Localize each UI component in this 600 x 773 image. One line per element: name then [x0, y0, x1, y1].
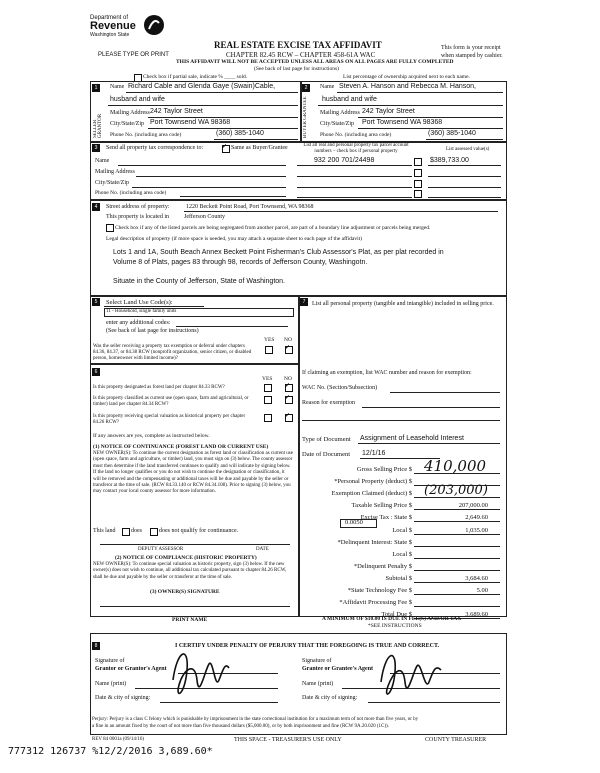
agency-line1: Department of	[90, 15, 129, 21]
street-value[interactable]: 1220 Beckett Point Road, Port Townsend, WA 98368	[186, 204, 314, 210]
tax-row-label: Local $	[392, 551, 412, 558]
seller-side-label: SELLER GRANTOR	[93, 113, 103, 138]
perjury-text-1: Perjury: Perjury is a class C felony which is punishable by imprisonment in the state correctional institution for a maximum term of not more than five years, or by	[92, 717, 419, 722]
parcel-header: List all real and personal property tax parcel account numbers – check box if personal property	[303, 143, 409, 154]
does-not-label: does not qualify for continuance.	[159, 528, 239, 534]
buyer-city-label: City/State/Zip	[320, 121, 354, 127]
tax-row-value[interactable]: 3,684.60	[465, 575, 488, 582]
buyer-phone-label: Phone No. (including area code)	[320, 132, 392, 138]
tax-row-label: Taxable Selling Price $	[351, 502, 412, 509]
parcel-personal-checkbox-4[interactable]	[414, 190, 422, 198]
forest-q2-no-check-mark: ✓	[285, 395, 291, 401]
grantor-name-label: Name (print)	[95, 681, 127, 687]
legal-line-1[interactable]: Lots 1 and 1A, South Beach Annex Beckett Point Fisherman's Club Assessor's Plat, as per plat recorded in	[113, 249, 444, 256]
buyer-side-label: BUYER GRANTEE	[303, 96, 308, 138]
section-number-7: 7	[300, 298, 308, 306]
tax-row-value[interactable]: 2,649.60	[465, 514, 488, 521]
notice2-text: NEW OWNER(S): To continue special valuation as historic property, sign (3) below. If the new owner(s) does not wish to continue, all additional tax calculated pursuant to chapter 84.26 RCW, shall be due and payable by the seller or transferor at the time of sale.	[93, 562, 287, 580]
treasurer-stamp: 777312 126737 %12/2/2016 3,689.60*	[8, 746, 213, 757]
assessed-header: List assessed value(s)	[446, 147, 490, 152]
seller-city-label: City/State/Zip	[110, 121, 144, 127]
section-number-2: 2	[302, 84, 310, 92]
tax-row-label: Exemption Claimed (deduct) $	[331, 490, 412, 497]
exemption-claim-label: If claiming an exemption, list WAC number and reason for exemption:	[302, 370, 472, 376]
tax-row-label: Excise Tax : State $	[360, 514, 412, 521]
land-use-selected: 11 - Household, single family units	[106, 309, 177, 314]
seller-name-label: Name	[110, 84, 125, 90]
handwritten-exemption: (203,000)	[424, 483, 488, 498]
deputy-assessor-label: DEPUTY ASSESSOR	[138, 547, 184, 552]
revenue-seal-icon	[143, 14, 165, 36]
exemption-reason-label: Reason for exemption	[302, 400, 355, 406]
exemption-question: Was the seller receiving a property tax exemption or deferral under chapters 84.36, 84.37, or 84.38 RCW (nonprofit organization, senior citizen, or disabled person, homeowner with limited income)?	[93, 344, 252, 361]
tax-row-label: *Affidavit Processing Fee $	[339, 599, 412, 606]
seller-mailing-label: Mailing Address	[110, 110, 150, 116]
land-use-yes-header: YES	[264, 337, 275, 343]
forest-no-header: NO	[284, 376, 292, 382]
forest-q2-yes[interactable]	[264, 396, 272, 404]
corr-name-label: Name	[95, 158, 110, 164]
tax-row-label: Local $	[392, 527, 412, 534]
segregated-label: Check box if any of the listed parcels are being segregated from another parcel, are part of a boundary line adjustment or parcels being merged.	[115, 225, 431, 231]
does-qualify-checkbox[interactable]	[122, 528, 130, 536]
tax-row-value[interactable]: 5.00	[476, 587, 488, 594]
type-or-print: PLEASE TYPE OR PRINT	[98, 52, 169, 58]
grantee-date-label: Date & city of signing:	[302, 695, 358, 701]
handwritten-gross-price: 410,000	[424, 457, 487, 475]
ownership-pct-label: List percentage of ownership acquired next to each name.	[343, 74, 470, 80]
grantor-signature	[165, 640, 235, 708]
grantee-name-label: Name (print)	[302, 681, 334, 687]
receipt-note-2: when stamped by cashier.	[441, 53, 503, 59]
legal-line-3[interactable]: Situate in the County of Jefferson, State of Washington.	[113, 278, 285, 285]
tax-row-label: *Delinquent Interest: State $	[337, 539, 412, 546]
doc-date-value[interactable]: 12/1/16	[362, 450, 386, 457]
corr-phone-label: Phone No. (including area code)	[95, 190, 167, 196]
street-label: Street address of property:	[106, 204, 170, 210]
forest-q2: Is this property classified as current use (open space, farm and agricultural, or timber) land per chapter 84.34 RCW?	[93, 396, 249, 407]
does-not-qualify-checkbox[interactable]	[150, 528, 158, 536]
forest-yes-header: YES	[262, 376, 273, 382]
tax-row-label: *Delinquent Penalty $	[353, 563, 412, 570]
send-correspondence-label: Send all property tax correspondence to:	[106, 145, 204, 151]
same-as-buyer-label: Same as Buyer/Grantee	[231, 145, 288, 151]
parcel-value[interactable]: 932 200 701/24498	[314, 157, 375, 164]
owner-signature-label: (3) OWNER(S) SIGNATURE	[150, 589, 220, 595]
seller-phone-value[interactable]: (360) 385-1040	[216, 130, 264, 137]
buyer-name-label: Name	[320, 84, 335, 90]
parcel-personal-checkbox-1[interactable]	[414, 158, 422, 166]
grantor-sig-sub: Grantor or Grantor's Agent	[95, 666, 167, 672]
section-number-8: 8	[92, 642, 100, 650]
seller-name-value-2[interactable]: husband and wife	[110, 96, 165, 103]
doc-type-label: Type of Document	[302, 436, 351, 443]
form-notice: THIS AFFIDAVIT WILL NOT BE ACCEPTED UNLESS ALL AREAS ON ALL PAGES ARE FULLY COMPLETED	[176, 59, 454, 65]
section-number-4: 4	[92, 203, 100, 211]
located-value[interactable]: Jefferson County	[184, 214, 226, 220]
tax-row-label: Subtotal $	[385, 575, 412, 582]
grantee-signature	[375, 640, 445, 708]
notice1-text: NEW OWNER(S): To continue the current designation as forest land or classification as current use (open space, farm and agriculture, or timber) land, you must sign on (3) below. The county assessor must then determine if the land transferred continues to qualify and will indicate by signing below. If the land no longer qualifies or you do not wish to continue the designation or classification, it will be removed and the compensating or additional taxes will be due and payable by the seller or transferor at the time of sale. (RCW 84.33.140 or RCW 84.34.108). Prior to signing (3) below, you may contact your local county assessor for more information.	[93, 451, 293, 495]
seller-mailing-value[interactable]: 242 Taylor Street	[150, 108, 203, 115]
corr-mailing-label: Mailing Address	[95, 169, 135, 175]
tax-row-label: Gross Selling Price $	[356, 466, 412, 473]
forest-q1-no-check-mark: ✓	[285, 383, 291, 389]
corr-city-label: City/State/Zip	[95, 180, 129, 186]
section-number-6: 6	[92, 368, 100, 376]
buyer-name-value[interactable]: Steven A. Hanson and Rebecca M. Hanson,	[339, 83, 476, 90]
tax-row-label: *State Technology Fee $	[347, 587, 412, 594]
tax-row-value[interactable]: 1,035.00	[465, 527, 488, 534]
notice2-title: (2) NOTICE OF COMPLIANCE (HISTORIC PROPERTY)	[115, 555, 257, 561]
buyer-mailing-label: Mailing Address	[320, 110, 360, 116]
assessed-value[interactable]: $389,733.00	[430, 157, 469, 164]
this-land-label: This land	[93, 528, 116, 534]
agency-line2: Revenue	[90, 20, 136, 32]
parcel-personal-checkbox-2[interactable]	[414, 169, 422, 177]
treasurer-use-only: THIS SPACE - TREASURER'S USE ONLY	[234, 737, 342, 743]
buyer-city-value[interactable]: Port Townsend WA 98368	[362, 119, 443, 126]
land-use-no-header: NO	[284, 337, 292, 343]
tax-row-label: *Personal Property (deduct) $	[334, 478, 412, 485]
print-name-label: PRINT NAME	[172, 617, 208, 623]
section-number-3: 3	[92, 144, 100, 152]
buyer-name-value-2[interactable]: husband and wife	[322, 96, 377, 103]
forest-q3: Is this property receiving special valuation as historical property per chapter 84.26 RCW?	[93, 414, 246, 425]
local-rate-value: 0.0050	[345, 519, 363, 526]
form-title: REAL ESTATE EXCISE TAX AFFIDAVIT	[214, 40, 382, 50]
form-chapter: CHAPTER 82.45 RCW – CHAPTER 458-61A WAC	[226, 51, 376, 59]
county-treasurer: COUNTY TREASURER	[425, 737, 487, 743]
perjury-text-2: a fine in an amount fixed by the court of not more than five thousand dollars ($5,000.00), or by both imprisonment and fine (RCW 9A.20.020 (1C)).	[92, 724, 389, 729]
doc-type-value[interactable]: Assignment of Leasehold Interest	[360, 435, 464, 442]
personal-property-label: List all personal property (tangible and intangible) included in selling price.	[312, 301, 494, 307]
minimum-due: A MINIMUM OF $10.00 IS DUE IN FEE(S) AND/OR TAX	[322, 616, 462, 622]
see-instructions: *SEE INSTRUCTIONS	[368, 623, 422, 629]
deputy-date-label: DATE	[256, 547, 269, 552]
does-label: does	[131, 528, 142, 534]
doc-date-label: Date of Document	[302, 451, 351, 458]
segregated-checkbox[interactable]	[106, 224, 114, 232]
notice1-title: (1) NOTICE OF CONTINUANCE (FOREST LAND OR CURRENT USE)	[93, 444, 269, 450]
land-use-label: Select Land Use Code(s):	[106, 299, 173, 306]
additional-codes-label: enter any additional codes:	[106, 320, 171, 326]
land-use-see-back: (See back of last page for instructions)	[106, 328, 199, 334]
forest-q3-yes[interactable]	[264, 414, 272, 422]
section-number-1: 1	[92, 84, 100, 92]
grantee-sig-label: Signature of	[302, 658, 332, 664]
forest-q3-no-check-mark: ✓	[285, 413, 291, 419]
grantor-date-label: Date & city of signing:	[95, 695, 151, 701]
exemption-no-check-mark: ✓	[285, 345, 291, 351]
certify-text: I CERTIFY UNDER PENALTY OF PERJURY THAT THE FOREGOING IS TRUE AND CORRECT.	[175, 643, 440, 649]
buyer-phone-value[interactable]: (360) 385-1040	[428, 130, 476, 137]
grantee-sig-sub: Grantee or Grantee's Agent	[302, 666, 374, 672]
grantor-sig-label: Signature of	[95, 658, 125, 664]
legal-line-2[interactable]: Volume 8 of Plats, pages 83 through 98, records of Jefferson County, Washingotn.	[113, 259, 368, 266]
section-number-5: 5	[92, 298, 100, 306]
forest-q1-yes[interactable]	[264, 384, 272, 392]
parcel-personal-checkbox-3[interactable]	[414, 180, 422, 188]
forest-q1: Is this property designated as forest land per chapter 84.33 RCW?	[93, 385, 225, 390]
tax-row-value[interactable]: 207,000.00	[458, 502, 488, 509]
wac-label: WAC No. (Section/Subsection)	[302, 385, 378, 391]
form-see-back: (See back of last page for instructions)	[254, 66, 339, 72]
seller-name-value[interactable]: Richard Cable and Glenda Gaye (Swain)Cable,	[128, 83, 276, 90]
tax-row-label: Total Due $	[381, 611, 412, 618]
buyer-mailing-value[interactable]: 242 Taylor Street	[362, 108, 415, 115]
located-label: This property is located in	[106, 214, 169, 220]
seller-city-value[interactable]: Port Townsend WA 98368	[150, 119, 231, 126]
exemption-yes-checkbox[interactable]	[265, 346, 273, 354]
same-as-buyer-check-mark: ✓	[222, 144, 228, 150]
agency-line3: Washington State	[90, 32, 130, 38]
seller-phone-label: Phone No. (including area code)	[110, 132, 182, 138]
revenue-logo	[90, 15, 136, 38]
tax-row-value[interactable]: 3,689.60	[465, 611, 488, 618]
legal-label: Legal description of property (if more space is needed, you may attach a separate sheet to each page of the affidavit)	[106, 236, 362, 242]
receipt-note-1: This form is your receipt	[441, 45, 501, 51]
forest-if-yes: If any answers are yes, complete as instructed below.	[93, 433, 210, 439]
partial-sale-label: Check box if partial sale, indicate % ____ sold.	[143, 74, 248, 80]
form-revision: REV 84 0001a (09/14/16)	[92, 737, 144, 742]
